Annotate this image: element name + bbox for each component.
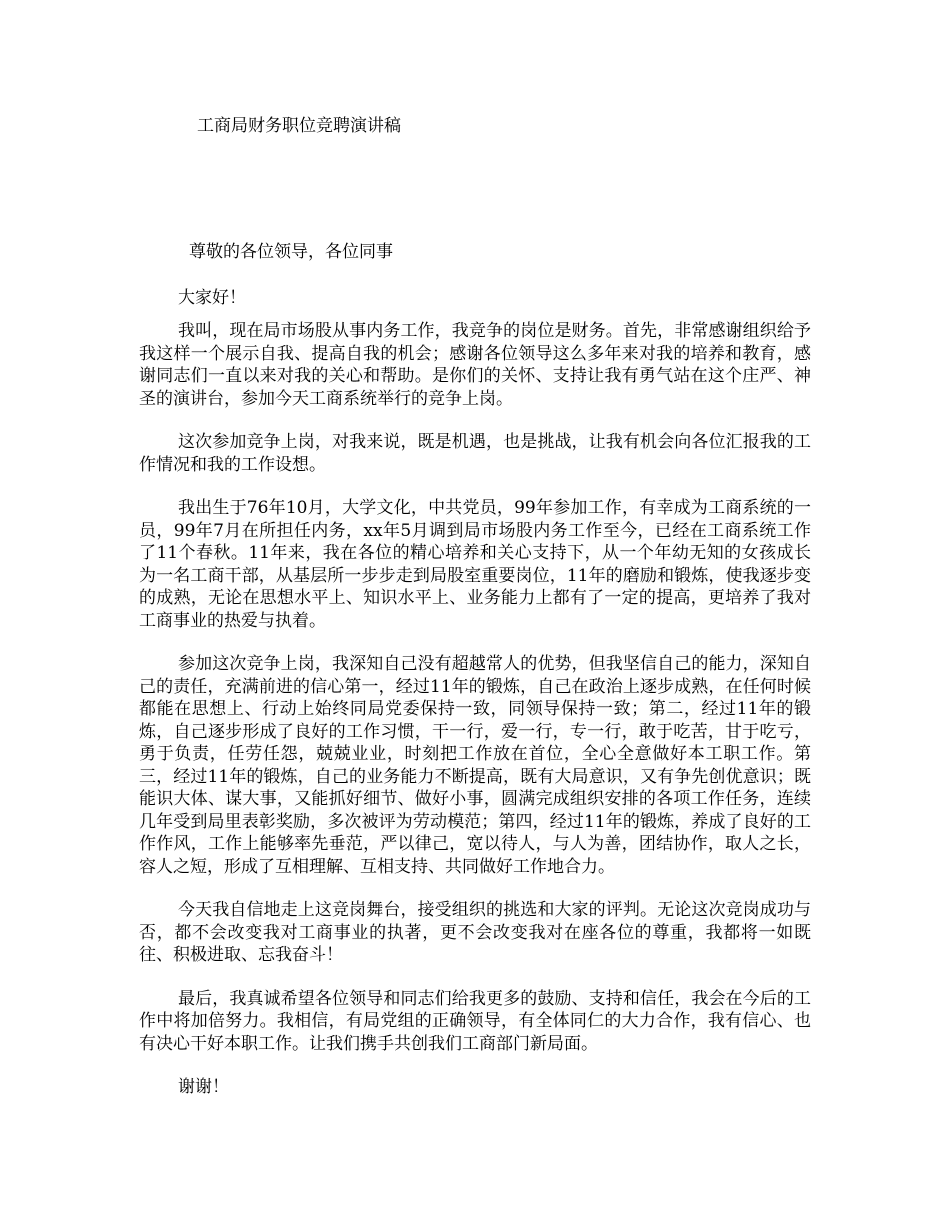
paragraph-introduction: 我叫，现在局市场股从事内务工作，我竞争的岗位是财务。首先，非常感谢组织给予我这样一个展示自我、提高自我的机会；感谢各位领导这么多年来对我的培养和教育，感谢同志们一直以来对我的关心和帮助。是你们的关怀、支持让我有勇气站在这个庄严、神圣的演讲台，参加今天工商系统举行的竞争上岗。 <box>139 321 811 409</box>
document-body <box>139 320 811 1120</box>
document-title: 工商局财务职位竞聘演讲稿 <box>197 116 401 136</box>
paragraph-confidence: 今天我自信地走上这竞岗舞台，接受组织的挑选和大家的评判。无论这次竞岗成功与否，都不会改变我对工商事业的执著，更不会改变我对在座各位的尊重，我都将一如既往、积极进取、忘我奋斗！ <box>139 900 811 965</box>
paragraph-conclusion: 最后，我真诚希望各位领导和同志们给我更多的鼓励、支持和信任，我会在今后的工作中将加倍努力。我相信，有局党组的正确领导，有全体同仁的大力合作，我有信心、也有决心干好本职工作。让我们携手共创我们工商部门新局面。 <box>139 988 811 1054</box>
paragraph-background: 我出生于76年10月，大学文化，中共党员，99年参加工作，有幸成为工商系统的一员，99年7月在所担任内务，xx年5月调到局市场股内务工作至今，已经在工商系统工作了11个春秋。11年来，我在各位的精心培养和关心支持下，从一个年幼无知的女孩成长为一名工商干部，从基层所一步步走到局股室重要岗位，11年的磨励和锻炼，使我逐步变的成熟，无论在思想水平上、知识水平上、业务能力上都有了一定的提高，更培养了我对工商事业的热爱与执着。 <box>139 498 811 631</box>
greeting: 大家好！ <box>178 288 246 308</box>
closing-thanks: 谢谢！ <box>178 1077 229 1097</box>
paragraph-strengths: 参加这次竞争上岗，我深知自己没有超越常人的优势，但我坚信自己的能力，深知自己的责任，充满前进的信心第一，经过11年的锻炼，自己在政治上逐步成熟，在任何时候都能在思想上、行动上始终同局党委保持一致，同领导保持一致；第二，经过11年的锻炼，自己逐步形成了良好的工作习惯，干一行，爱一行，专一行，敢于吃苦，甘于吃亏，勇于负责，任劳任怨，兢兢业业，时刻把工作放在首位，全心全意做好本工职工作。第三，经过11年的锻炼，自己的业务能力不断提高，既有大局意识，又有争先创优意识；既能识大体、谋大事，又能抓好细节、做好小事，圆满完成组织安排的各项工作任务，连续几年受到局里表彰奖励，多次被评为劳动模范；第四，经过11年的锻炼，养成了良好的工作作风，工作上能够率先垂范，严以律己，宽以待人，与人为善，团结协作，取人之长，容人之短，形成了互相理解、互相支持、共同做好工作地合力。 <box>139 654 811 877</box>
salutation: 尊敬的各位领导，各位同事 <box>189 242 393 262</box>
paragraph-opportunity: 这次参加竞争上岗，对我来说，既是机遇，也是挑战，让我有机会向各位汇报我的工作情况和我的工作设想。 <box>139 432 811 475</box>
